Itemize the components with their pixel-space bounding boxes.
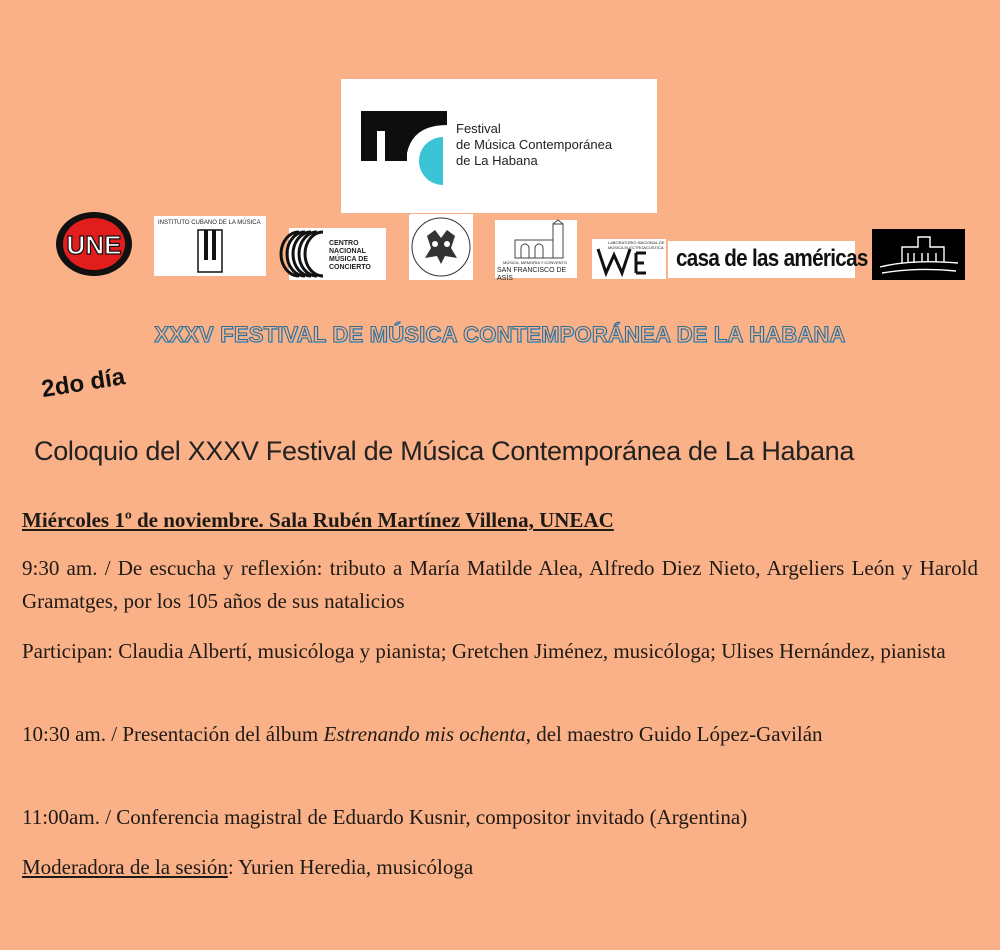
session-1-paragraph: 9:30 am. / De escucha y reflexión: tributo a María Matilde Alea, Alfredo Diez Nieto, Argeliers León y Harold Gramatges, por los 105 años de sus natalicios xyxy=(22,556,978,613)
festival-headline: XXXV FESTIVAL DE MÚSICA CONTEMPORÁNEA DE LA HABANA xyxy=(154,322,846,347)
san-francisco-logo: MÚSICA, MEMORIA Y CONVENTO SAN FRANCISCO DE ASÍS xyxy=(495,220,577,278)
casa-americas-logo: casa de las américas xyxy=(668,241,855,278)
participants-paragraph: Participan: Claudia Albertí, musicóloga y pianista; Gretchen Jiménez, musicóloga; Ulises Hernández, pianista xyxy=(22,639,946,663)
moderator-label: Moderadora de la sesión xyxy=(22,855,228,879)
day-label: 2do día xyxy=(39,363,127,404)
cnmc-logo: CENTRO NACIONAL MÚSICA DE CONCIERTO xyxy=(289,228,386,280)
instituto-musica-logo: INSTITUTO CUBANO DE LA MÚSICA xyxy=(154,216,266,276)
uneac-logo xyxy=(54,210,134,278)
album-suffix: , del maestro Guido López-Gavilán xyxy=(525,722,823,746)
date-venue-line: Miércoles 1º de noviembre. Sala Rubén Martínez Villena, UNEAC xyxy=(22,508,614,532)
colloquium-title: Coloquio del XXXV Festival de Música Contemporánea de La Habana xyxy=(34,436,855,466)
album-presentation-paragraph xyxy=(22,718,978,751)
svg-text:UNE: UNE xyxy=(66,230,122,260)
teatro-logo xyxy=(872,229,965,280)
album-prefix: 10:30 am. / Presentación del álbum xyxy=(22,722,324,746)
festival-logo xyxy=(341,79,657,213)
oficina-historiador-logo xyxy=(409,214,473,280)
conference-paragraph: 11:00am. / Conferencia magistral de Eduardo Kusnir, compositor invitado (Argentina) xyxy=(22,805,748,829)
festival-logo-text: Festival de Música Contemporánea de La Habana xyxy=(456,121,613,168)
moderator-name: : Yurien Heredia, musicóloga xyxy=(227,855,474,879)
moderator-paragraph xyxy=(22,851,978,884)
lnme-logo: LABORATORIO NACIONAL DE MÚSICA ELECTROACÚSTICA xyxy=(592,239,666,279)
festival-mark-icon xyxy=(361,105,451,185)
album-title: Estrenando mis ochenta xyxy=(323,722,526,746)
